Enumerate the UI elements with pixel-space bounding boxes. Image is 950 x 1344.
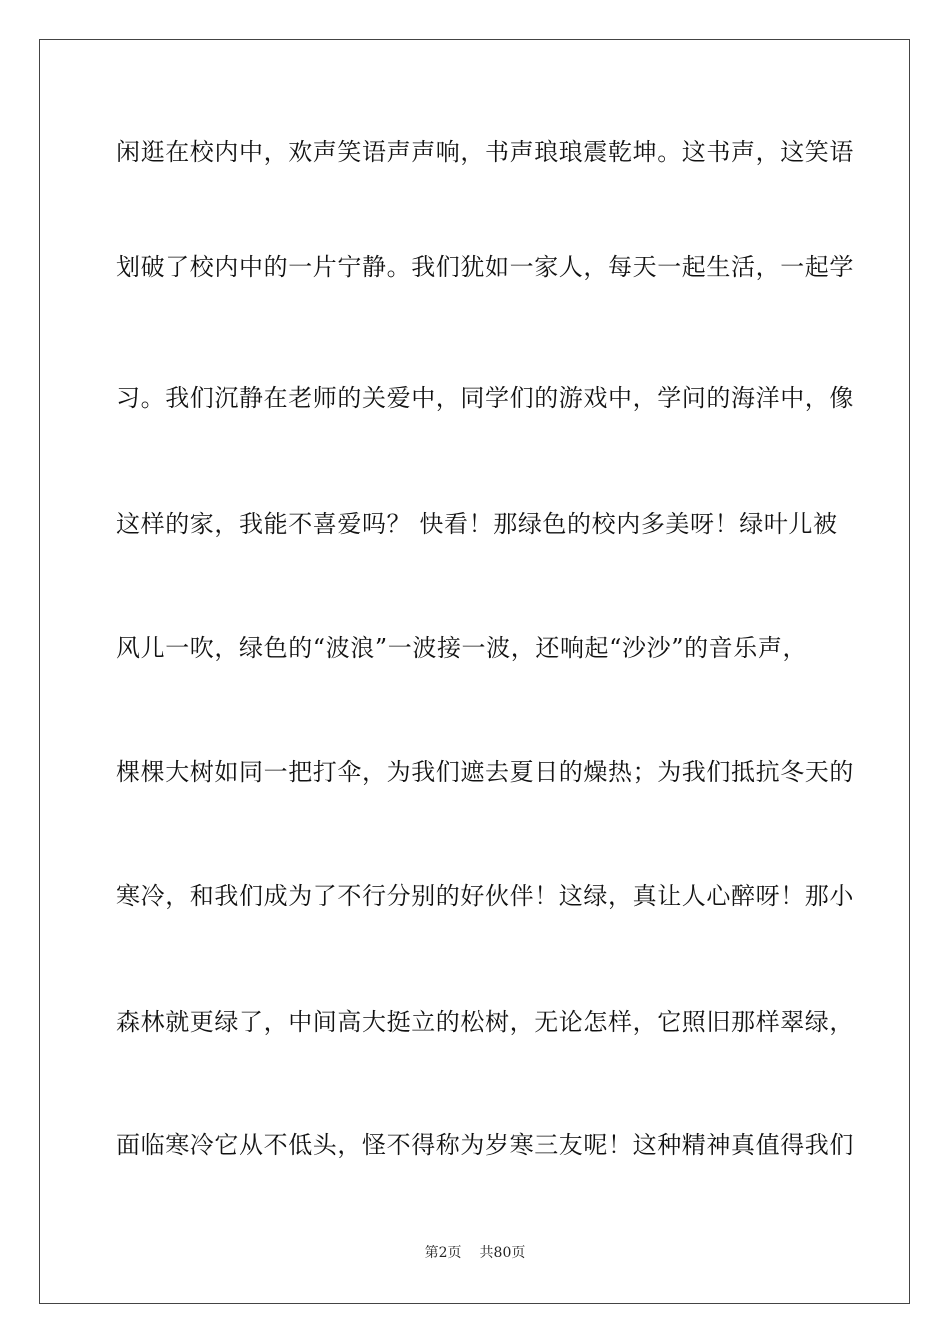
body-text-line: 面临寒冷它从不低头，怪不得称为岁寒三友呢！这种精神真值得我们 <box>116 1131 854 1159</box>
body-text-line: 闲逛在校内中，欢声笑语声声响，书声琅琅震乾坤。这书声，这笑语 <box>116 138 854 166</box>
body-text-line: 这样的家，我能不喜爱吗？ 快看！那绿色的校内多美呀！绿叶儿被 <box>116 510 838 538</box>
body-text-line: 风儿一吹，绿色的“波浪”一波接一波，还响起“沙沙”的音乐声， <box>116 634 808 662</box>
body-text-line: 习。我们沉静在老师的关爱中，同学们的游戏中，学问的海洋中，像 <box>116 384 854 412</box>
page-footer <box>0 1244 950 1262</box>
body-text-line: 寒冷，和我们成为了不行分别的好伙伴！这绿，真让人心醉呀！那小 <box>116 882 854 910</box>
page-number: 第2页 <box>424 1245 462 1261</box>
page-border <box>39 39 910 1304</box>
page-total: 共80页 <box>479 1245 526 1261</box>
body-text-line: 划破了校内中的一片宁静。我们犹如一家人，每天一起生活，一起学 <box>116 253 854 281</box>
body-text-line: 森林就更绿了，中间高大挺立的松树，无论怎样，它照旧那样翠绿， <box>116 1008 854 1036</box>
body-text-line: 棵棵大树如同一把打伞，为我们遮去夏日的燥热；为我们抵抗冬天的 <box>116 758 854 786</box>
